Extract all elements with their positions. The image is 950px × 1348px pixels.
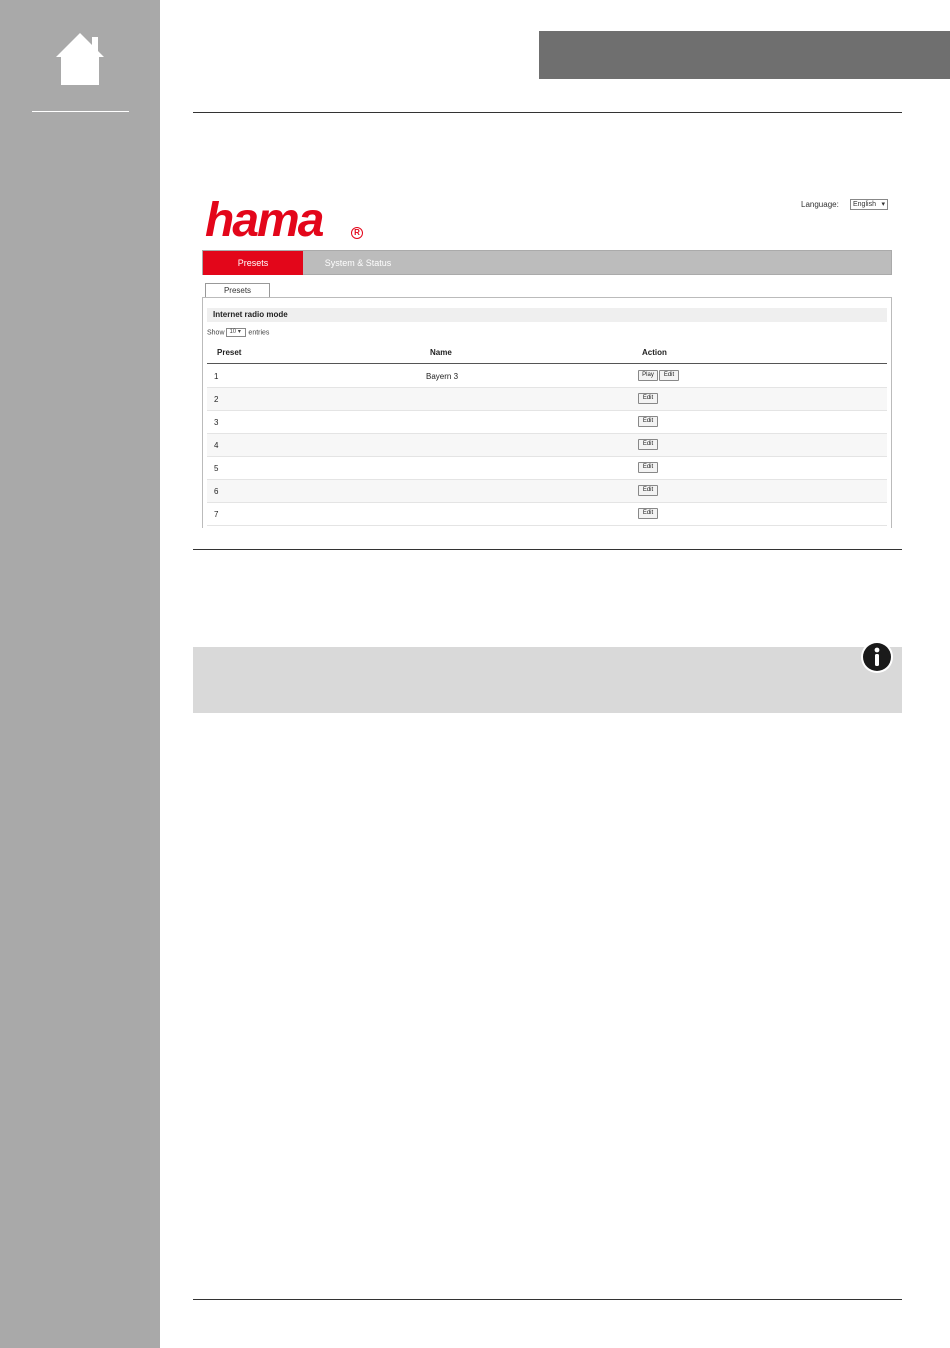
table-row — [207, 434, 887, 457]
edit-button[interactable]: Edit — [638, 508, 658, 519]
table-row — [207, 480, 887, 503]
edit-button[interactable]: Edit — [638, 416, 658, 427]
table-row — [207, 457, 887, 480]
logo-text: hama — [205, 194, 323, 247]
preset-number: 4 — [214, 441, 219, 450]
top-divider — [193, 112, 902, 113]
chevron-down-icon: ▾ — [881, 201, 885, 208]
edit-button[interactable]: Edit — [638, 439, 658, 450]
show-entries — [207, 328, 269, 338]
preset-number: 3 — [214, 418, 219, 427]
show-suffix: entries — [248, 329, 270, 337]
info-box — [193, 647, 902, 713]
preset-name: Bayern 3 — [426, 372, 459, 381]
edit-button[interactable]: Edit — [638, 485, 658, 496]
edit-button[interactable]: Edit — [659, 370, 679, 381]
table-row — [207, 411, 887, 434]
bottom-divider — [193, 1299, 902, 1300]
home-icon[interactable] — [54, 31, 106, 87]
col-name[interactable]: Name — [430, 348, 452, 357]
preset-number: 6 — [214, 487, 219, 496]
table-row — [207, 503, 887, 526]
col-preset[interactable]: Preset — [217, 348, 242, 357]
header-bar — [539, 31, 950, 79]
presets-panel — [202, 297, 892, 528]
entries-select[interactable]: 10 ▾ — [226, 328, 246, 337]
main-nav — [202, 250, 892, 275]
show-prefix: Show — [207, 329, 225, 337]
preset-number: 7 — [214, 510, 219, 519]
middle-divider — [193, 549, 902, 550]
info-icon — [860, 640, 894, 674]
play-button[interactable]: Play — [638, 370, 658, 381]
mode-title: Internet radio mode — [207, 308, 887, 322]
side-divider — [32, 111, 129, 112]
language-label: Language: — [801, 200, 839, 209]
preset-number: 1 — [214, 372, 219, 381]
language-value: English — [853, 201, 876, 208]
preset-number: 2 — [214, 395, 219, 404]
registered-mark: R — [351, 227, 363, 239]
hama-logo — [205, 194, 360, 247]
table-header — [207, 343, 887, 364]
language-select[interactable] — [850, 199, 888, 210]
edit-button[interactable]: Edit — [638, 393, 658, 404]
table-row — [207, 365, 887, 388]
tab-system-status[interactable]: System & Status — [324, 258, 392, 268]
col-action: Action — [642, 348, 667, 357]
table-row — [207, 388, 887, 411]
edit-button[interactable]: Edit — [638, 462, 658, 473]
preset-number: 5 — [214, 464, 219, 473]
side-band — [0, 0, 160, 1348]
subtab-presets[interactable]: Presets — [205, 283, 270, 298]
tab-presets[interactable]: Presets — [203, 251, 303, 275]
web-interface-screenshot — [193, 190, 902, 528]
